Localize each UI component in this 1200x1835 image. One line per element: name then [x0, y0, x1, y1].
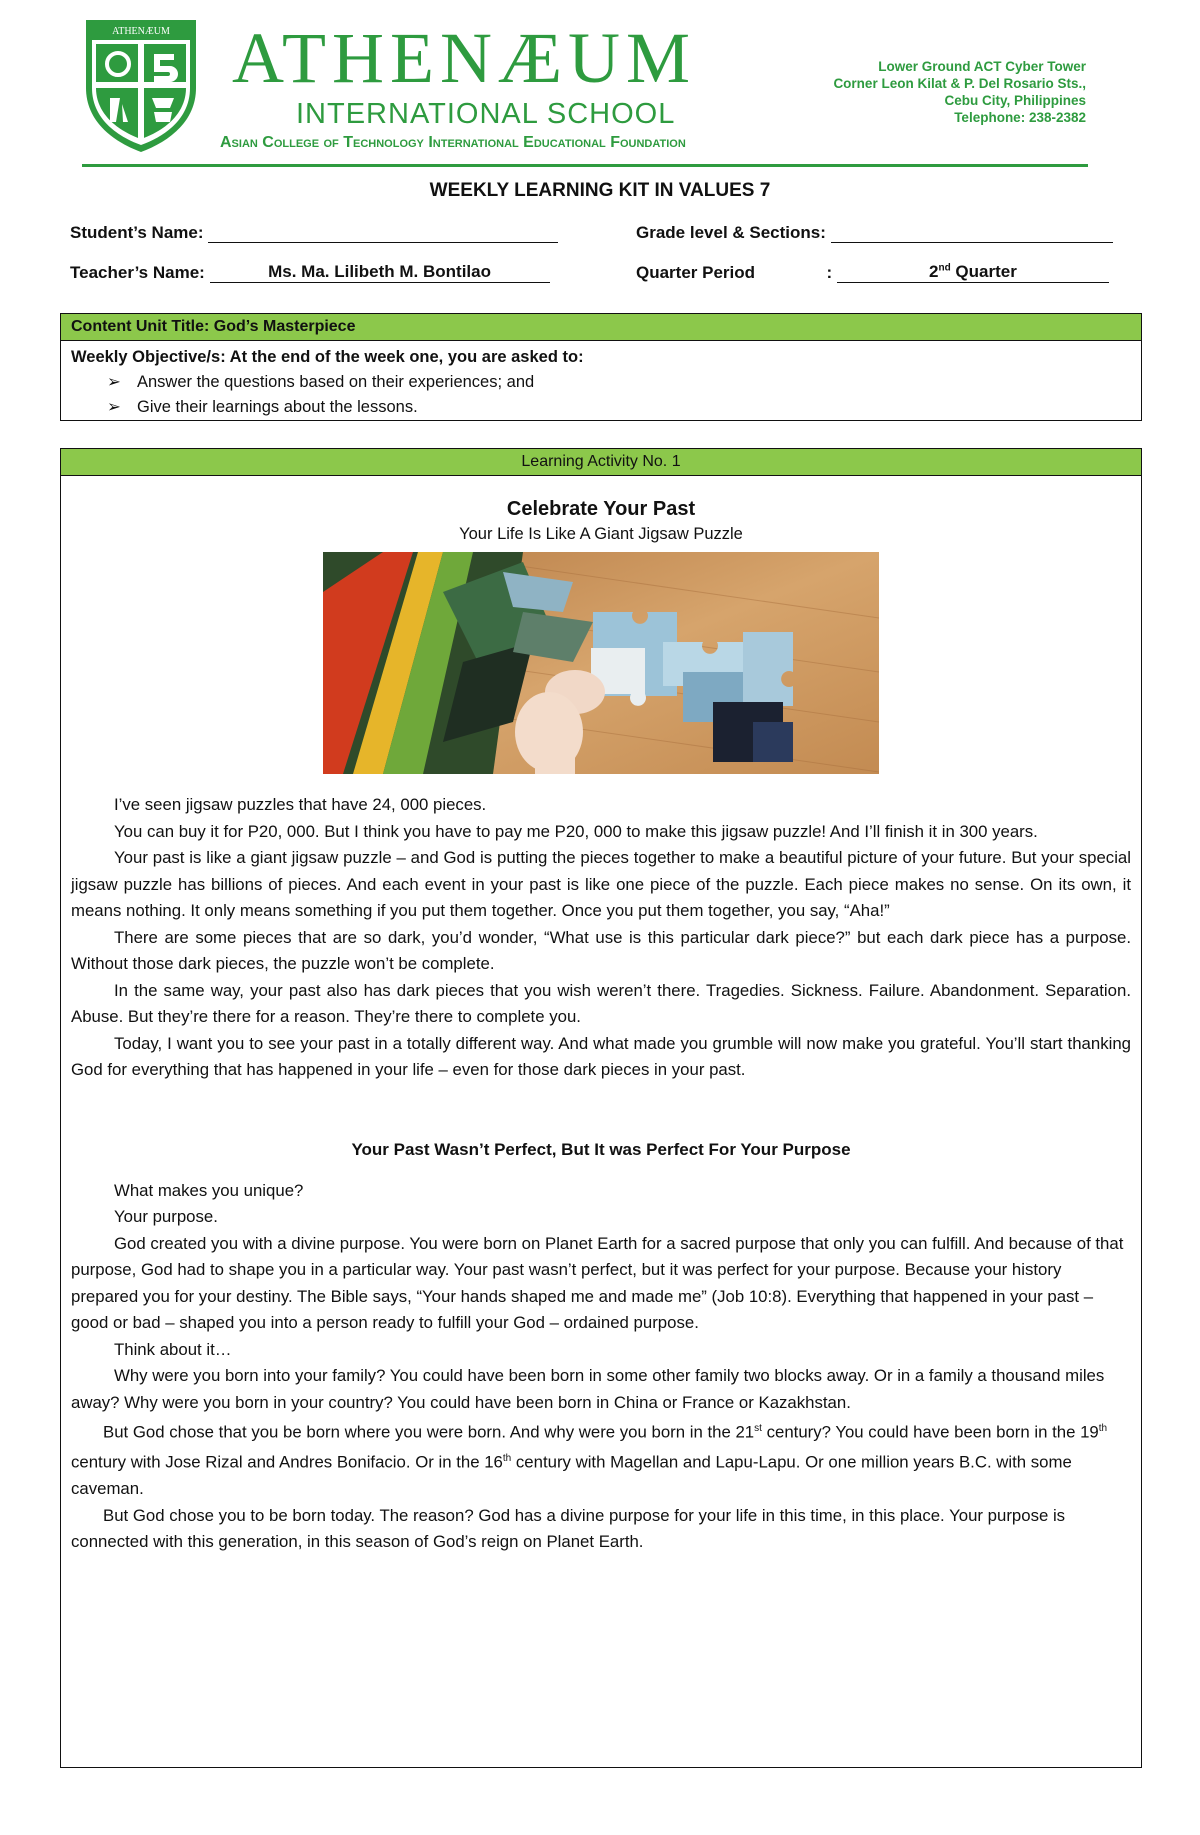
paragraph: But God chose you to be born today. The reason? God has a divine purpose for your life in this time, in this place. Your purpose is connected with this generation, in this season of God’s reign on Planet Earth.: [71, 1505, 1066, 1552]
section-2-title: Your Past Wasn’t Perfect, But It was Perfect For Your Purpose: [351, 1139, 851, 1159]
address-line: Cebu City, Philippines: [944, 93, 1086, 108]
school-crest-icon: [82, 18, 200, 154]
passage-part-2: [61, 1178, 1141, 1556]
jigsaw-puzzle-photo: [323, 552, 879, 774]
activity-title: Celebrate Your Past: [506, 498, 696, 520]
teacher-name-label: Teacher’s Name:: [70, 263, 205, 282]
paragraph: Today, I want you to see your past in a totally different way. And what made you grumble will now make you grateful. You’ll start thanking God for everything that has happened in your life – even for those dark pieces in your past.: [71, 1033, 1131, 1079]
content-unit-box: [60, 313, 1142, 421]
weekly-objectives: [61, 341, 1141, 424]
paragraph: I’ve seen jigsaw puzzles that have 24, 000 pieces.: [114, 795, 487, 814]
passage-part-1: [61, 792, 1141, 1084]
activity-label: Learning Activity No. 1: [61, 449, 1141, 476]
quarter-number: 2: [929, 262, 939, 281]
kit-title: WEEKLY LEARNING KIT IN VALUES 7: [429, 180, 771, 201]
learning-activity-box: [60, 448, 1142, 1768]
arrow-bullet-icon: ➢: [107, 398, 121, 416]
paragraph: Why were you born into your family? You could have been born in some other family two blocks away. Or in a family a thousand miles away? Why were you born in your country? You could have been born in China or France or Kazakhstan.: [71, 1366, 1105, 1412]
quarter-period-field[interactable]: [837, 262, 1109, 283]
paragraph: There are some pieces that are so dark, you’d wonder, “What use is this particular dark piece?” but each dark piece has a purpose. Without those dark pieces, the puzzle won’t be complete.: [71, 927, 1131, 973]
quarter-suffix: nd: [938, 262, 951, 274]
activity-subtitle: Your Life Is Like A Giant Jigsaw Puzzle: [459, 525, 743, 543]
paragraph: You can buy it for P20, 000. But I think you have to pay me P20, 000 to make this jigsaw puzzle! And I’ll finish it in 300 years.: [114, 821, 1038, 841]
arrow-bullet-icon: ➢: [107, 373, 121, 391]
svg-text:ATHENÆUM: ATHENÆUM: [112, 26, 170, 37]
teacher-name-field[interactable]: Ms. Ma. Lilibeth M. Bontilao: [210, 262, 550, 283]
school-subtitle: INTERNATIONAL SCHOOL: [296, 98, 676, 130]
grade-section-field[interactable]: [831, 222, 1113, 243]
content-unit-title: Content Unit Title: God’s Masterpiece: [61, 314, 1141, 341]
grade-section-row: [636, 222, 1113, 243]
grade-section-label: Grade level & Sections:: [636, 223, 826, 242]
paragraph: Think about it…: [114, 1339, 232, 1359]
paragraph: In the same way, your past also has dark pieces that you wish weren’t there. Tragedies. Sickness. Failure. Abandonment. Separation. Abuse. But they’re there for a reason. They’re there to complete you.: [71, 980, 1131, 1026]
address-line: Lower Ground ACT Cyber Tower: [878, 59, 1086, 74]
quarter-period-row: [636, 262, 1109, 283]
activity-body: [61, 498, 1141, 1556]
paragraph: Your past is like a giant jigsaw puzzle – and God is putting the pieces together to make a beautiful picture of your future. But your special jigsaw puzzle has billions of pieces. And each event in your past is like one piece of the puzzle. Each piece makes no sense. On its own, it means nothing. It only means something if you put them together. Once you put them together, you say, “Aha!”: [71, 848, 1131, 920]
paragraph: Your purpose.: [114, 1207, 218, 1226]
school-name: ATHENÆUM: [232, 18, 697, 98]
quarter-word: Quarter: [955, 262, 1017, 281]
school-address: [833, 58, 1086, 126]
quarter-period-label: Quarter Period: [636, 263, 756, 282]
student-name-label: Student’s Name:: [70, 223, 204, 242]
objective-item: ➢ Give their learnings about the lessons.: [71, 395, 1131, 420]
student-name-field[interactable]: [208, 222, 558, 243]
paragraph: But God chose that you be born where you were born. And why were you born in the 21st century? You could have been born in the 19th century with Jose Rizal and Andres Bonifacio. Or in the 16th century with Magellan and Lapu-Lapu. Or one million years B.C. with some caveman.: [71, 1422, 1108, 1499]
teacher-name-row: [70, 262, 550, 283]
header-divider: [82, 164, 1088, 167]
quarter-colon: :: [826, 263, 833, 282]
school-foundation: Asian College of Technology International Educational Foundation: [220, 134, 686, 151]
address-telephone: Telephone: 238-2382: [954, 110, 1086, 125]
paragraph: What makes you unique?: [114, 1180, 304, 1200]
paragraph: God created you with a divine purpose. You were born on Planet Earth for a sacred purpose that only you can fulfill. And because of that purpose, God had to shape you in a particular way. Your past wasn’t perfect, but it was perfect for your purpose. Because your history prepared you for your destiny. The Bible says, “Your hands shaped me and made me” (Job 10:8). Everything that happened in your past – good or bad – shaped you into a person ready to fulfill your God – ordained purpose.: [71, 1233, 1124, 1332]
objective-heading: Weekly Objective/s: At the end of the week one, you are asked to:: [71, 348, 584, 366]
address-line: Corner Leon Kilat & P. Del Rosario Sts.,: [833, 76, 1086, 91]
objective-item: ➢ Answer the questions based on their experiences; and: [71, 370, 1131, 395]
student-name-row: [70, 222, 558, 243]
school-header: [0, 0, 1200, 170]
